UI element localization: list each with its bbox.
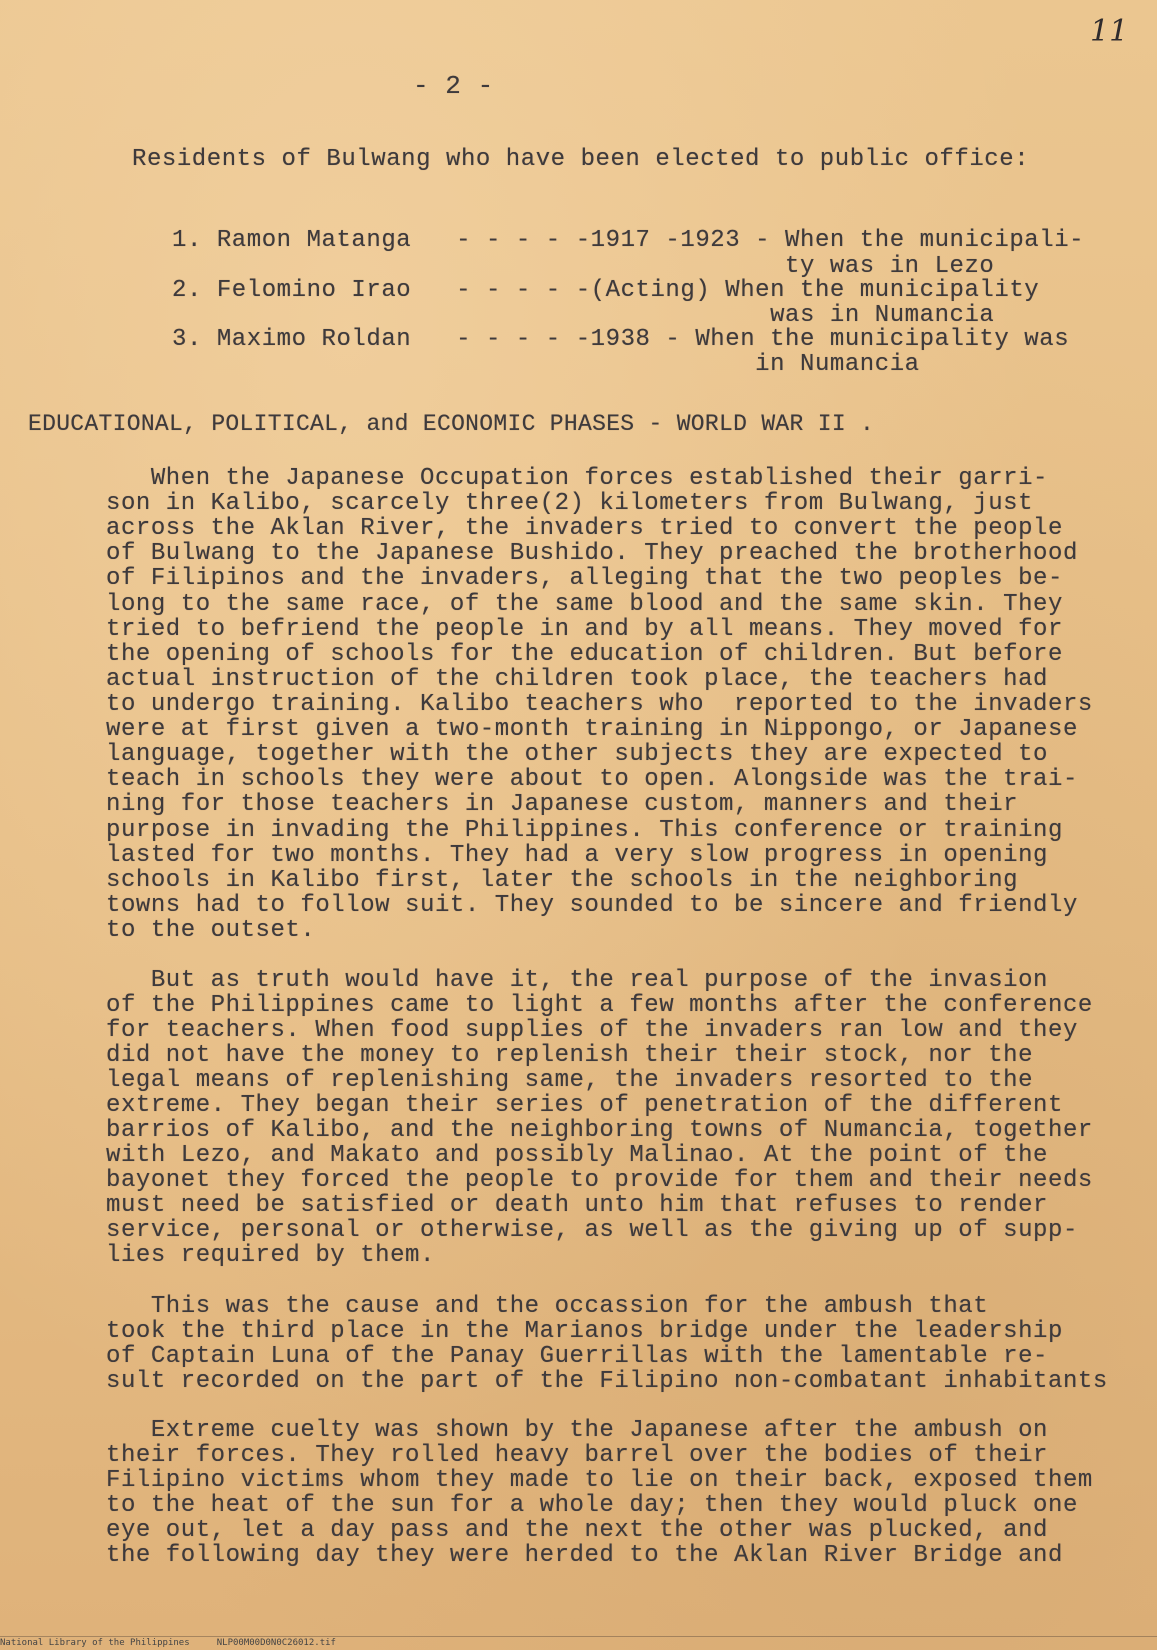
paragraph-line: long to the same race, of the same blood and the same skin. They bbox=[106, 591, 1063, 618]
paragraph-line: lasted for two months. They had a very slow progress in opening bbox=[106, 842, 1048, 869]
paragraph-line: Extreme cuelty was shown by the Japanese after the ambush on bbox=[106, 1417, 1048, 1444]
paragraph-line: with Lezo, and Makato and possibly Malinao. At the point of the bbox=[106, 1142, 1048, 1169]
paragraph-line: their forces. They rolled heavy barrel over the bodies of their bbox=[106, 1442, 1048, 1469]
handwritten-folio-number: 11 bbox=[1090, 14, 1129, 49]
section-heading: EDUCATIONAL, POLITICAL, and ECONOMIC PHASES - WORLD WAR II . bbox=[28, 411, 875, 437]
paragraph-line: When the Japanese Occupation forces established their garri- bbox=[106, 465, 1048, 492]
paragraph-line: extreme. They began their series of penetration of the different bbox=[106, 1092, 1063, 1119]
paragraph-line: ning for those teachers in Japanese custom, manners and their bbox=[106, 791, 1019, 818]
page-number: - 2 - bbox=[413, 71, 494, 101]
paragraph-line: took the third place in the Marianos bridge under the leadership bbox=[106, 1318, 1063, 1345]
paragraph-line: of the Philippines came to light a few months after the conference bbox=[106, 992, 1093, 1019]
paragraph-line: lies required by them. bbox=[106, 1242, 435, 1269]
official-line: 1. Ramon Matanga - - - - -1917 -1923 - When the municipali- bbox=[172, 227, 1085, 254]
paragraph-line: service, personal or otherwise, as well as the giving up of supp- bbox=[106, 1217, 1078, 1244]
paragraph-line: son in Kalibo, scarcely three(2) kilometers from Bulwang, just bbox=[106, 490, 1034, 517]
archive-footer: National Library of the Philippines NLP00M00D0N0C26012.tif bbox=[0, 1638, 336, 1648]
paragraph-line: of Bulwang to the Japanese Bushido. They preached the brotherhood bbox=[106, 540, 1078, 567]
paragraph-line: the opening of schools for the education of children. But before bbox=[106, 641, 1063, 668]
paragraph-line: purpose in invading the Philippines. This conference or training bbox=[106, 817, 1063, 844]
paragraph-line: schools in Kalibo first, later the schools in the neighboring bbox=[106, 867, 1019, 894]
paragraph-line: bayonet they forced the people to provide for them and their needs bbox=[106, 1167, 1093, 1194]
paragraph-line: for teachers. When food supplies of the invaders ran low and they bbox=[106, 1017, 1078, 1044]
paragraph-line: to undergo training. Kalibo teachers who reported to the invaders bbox=[106, 691, 1093, 718]
paragraph-line: teach in schools they were about to open. Alongside was the trai- bbox=[106, 766, 1078, 793]
official-line: ty was in Lezo bbox=[172, 253, 995, 280]
paragraph-line: of Filipinos and the invaders, alleging that the two peoples be- bbox=[106, 565, 1063, 592]
paragraph-line: legal means of replenishing same, the invaders resorted to the bbox=[106, 1067, 1034, 1094]
paragraph-line: to the heat of the sun for a whole day; then they would pluck one bbox=[106, 1492, 1078, 1519]
paragraph-line: must need be satisfied or death unto him that refuses to render bbox=[106, 1192, 1048, 1219]
paragraph-line: This was the cause and the occassion for the ambush that bbox=[106, 1293, 989, 1320]
paragraph-line: did not have the money to replenish their their stock, nor the bbox=[106, 1042, 1034, 1069]
paragraph-line: actual instruction of the children took place, the teachers had bbox=[106, 666, 1048, 693]
paragraph-line: to the outset. bbox=[106, 917, 316, 944]
official-line: was in Numancia bbox=[172, 302, 995, 329]
paragraph-line: towns had to follow suit. They sounded to be sincere and friendly bbox=[106, 892, 1078, 919]
footer-rule bbox=[0, 1636, 1157, 1637]
official-line: in Numancia bbox=[172, 351, 920, 378]
official-line: 2. Felomino Irao - - - - -(Acting) When the municipality bbox=[172, 277, 1040, 304]
paragraph-line: eye out, let a day pass and the next the other was plucked, and bbox=[106, 1517, 1048, 1544]
paragraph-line: But as truth would have it, the real purpose of the invasion bbox=[106, 967, 1048, 994]
paragraph-line: were at first given a two-month training in Nippongo, or Japanese bbox=[106, 716, 1078, 743]
paragraph-line: across the Aklan River, the invaders tried to convert the people bbox=[106, 515, 1063, 542]
paragraph-line: language, together with the other subjects they are expected to bbox=[106, 741, 1048, 768]
paragraph-line: the following day they were herded to the Aklan River Bridge and bbox=[106, 1542, 1063, 1569]
paragraph-line: tried to befriend the people in and by all means. They moved for bbox=[106, 616, 1063, 643]
residents-intro: Residents of Bulwang who have been elected to public office: bbox=[132, 146, 1030, 173]
paragraph-line: of Captain Luna of the Panay Guerrillas with the lamentable re- bbox=[106, 1343, 1048, 1370]
paragraph-line: Filipino victims whom they made to lie on their back, exposed them bbox=[106, 1467, 1093, 1494]
paragraph-line: sult recorded on the part of the Filipino non-combatant inhabitants bbox=[106, 1368, 1108, 1395]
paragraph-line: barrios of Kalibo, and the neighboring towns of Numancia, together bbox=[106, 1117, 1093, 1144]
official-line: 3. Maximo Roldan - - - - -1938 - When the municipality was bbox=[172, 326, 1070, 353]
